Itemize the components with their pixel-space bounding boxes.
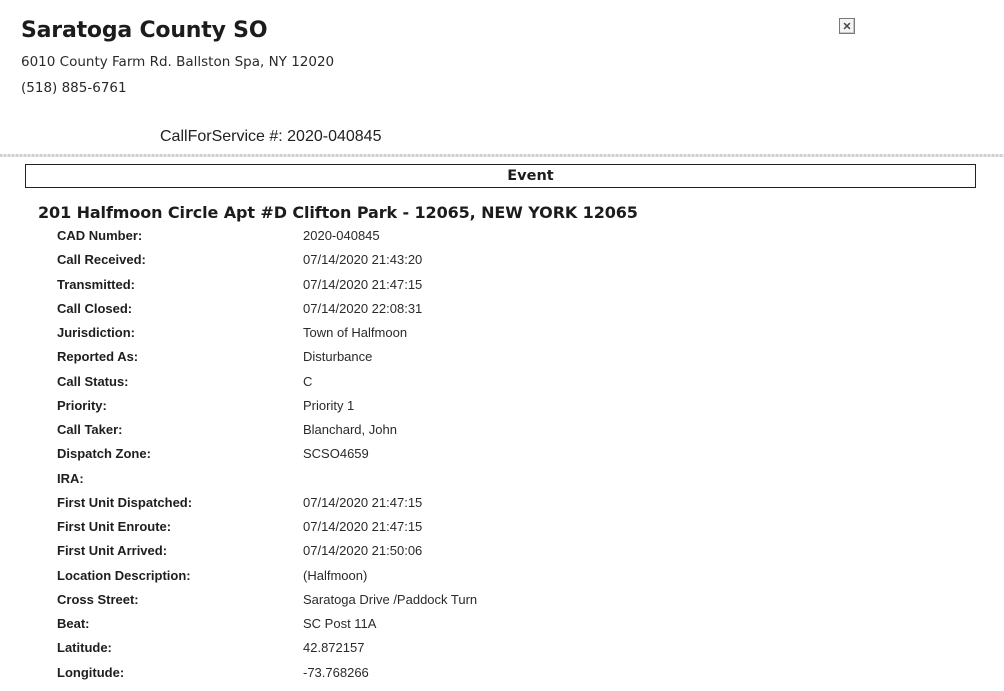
detail-row: [57, 616, 757, 640]
detail-label: Latitude:: [57, 640, 112, 656]
detail-value: (Halfmoon): [303, 567, 368, 583]
detail-row: [57, 471, 757, 495]
detail-label: Call Taker:: [57, 422, 123, 437]
detail-value: 42.872157: [303, 640, 365, 656]
event-section-title: Event: [507, 168, 554, 184]
detail-label: First Unit Enroute:: [57, 519, 172, 534]
agency-name: Saratoga County SO: [21, 18, 268, 43]
detail-value: 07/14/2020 21:47:15: [303, 276, 423, 292]
detail-label: Jurisdiction:: [57, 325, 136, 340]
detail-value: Blanchard, John: [303, 422, 397, 437]
detail-value: Disturbance: [303, 349, 373, 365]
detail-value: Saratoga Drive /Paddock Turn: [303, 591, 478, 607]
detail-row: [57, 325, 757, 349]
event-section-header: [25, 164, 976, 188]
call-for-service-number: CallForService #: 2020-040845: [160, 128, 382, 145]
detail-row: [57, 495, 757, 519]
detail-value: SCSO4659: [303, 446, 369, 462]
detail-row: [57, 519, 757, 543]
detail-label: CAD Number:: [57, 228, 143, 243]
detail-label: Call Received:: [57, 252, 146, 268]
detail-row: [57, 568, 757, 592]
detail-value: 07/14/2020 21:47:15: [303, 519, 423, 534]
detail-row: [57, 277, 757, 301]
agency-phone: (518) 885-6761: [21, 80, 127, 96]
detail-label: Dispatch Zone:: [57, 446, 151, 462]
detail-row: [57, 374, 757, 398]
event-address: 201 Halfmoon Circle Apt #D Clifton Park - 12065, NEW YORK 12065: [38, 203, 638, 222]
detail-label: Location Description:: [57, 567, 191, 583]
detail-value: 07/14/2020 22:08:31: [303, 300, 423, 316]
detail-value: Town of Halfmoon: [303, 325, 408, 340]
detail-label: First Unit Arrived:: [57, 543, 168, 559]
detail-value: SC Post 11A: [303, 616, 377, 631]
detail-value: C: [303, 373, 313, 389]
detail-label: Beat:: [57, 616, 90, 631]
detail-row: [57, 665, 757, 689]
detail-row: [57, 301, 757, 325]
broken-image-icon: [839, 18, 855, 34]
detail-value: -73.768266: [303, 664, 369, 680]
detail-row: [57, 349, 757, 373]
detail-label: Priority:: [57, 397, 107, 413]
detail-label: Call Status:: [57, 373, 129, 389]
detail-value: 07/14/2020 21:47:15: [303, 494, 423, 510]
detail-value: 07/14/2020 21:43:20: [303, 252, 423, 268]
detail-row: [57, 446, 757, 470]
agency-address: 6010 County Farm Rd. Ballston Spa, NY 12020: [21, 54, 335, 70]
detail-value: 07/14/2020 21:50:06: [303, 543, 423, 559]
detail-row: [57, 422, 757, 446]
detail-label: Reported As:: [57, 349, 139, 365]
detail-label: Transmitted:: [57, 276, 136, 292]
detail-row: [57, 543, 757, 567]
detail-row: [57, 398, 757, 422]
detail-label: IRA:: [57, 470, 84, 486]
detail-label: Cross Street:: [57, 591, 139, 607]
detail-row: [57, 252, 757, 276]
detail-row: [57, 592, 757, 616]
divider: [0, 154, 1004, 157]
detail-row: [57, 640, 757, 664]
detail-value: Priority 1: [303, 397, 355, 413]
detail-row: [57, 228, 757, 252]
detail-label: First Unit Dispatched:: [57, 494, 193, 510]
detail-value: 2020-040845: [303, 228, 380, 243]
detail-label: Call Closed:: [57, 300, 133, 316]
detail-label: Longitude:: [57, 664, 125, 680]
event-details-list: [57, 228, 757, 689]
